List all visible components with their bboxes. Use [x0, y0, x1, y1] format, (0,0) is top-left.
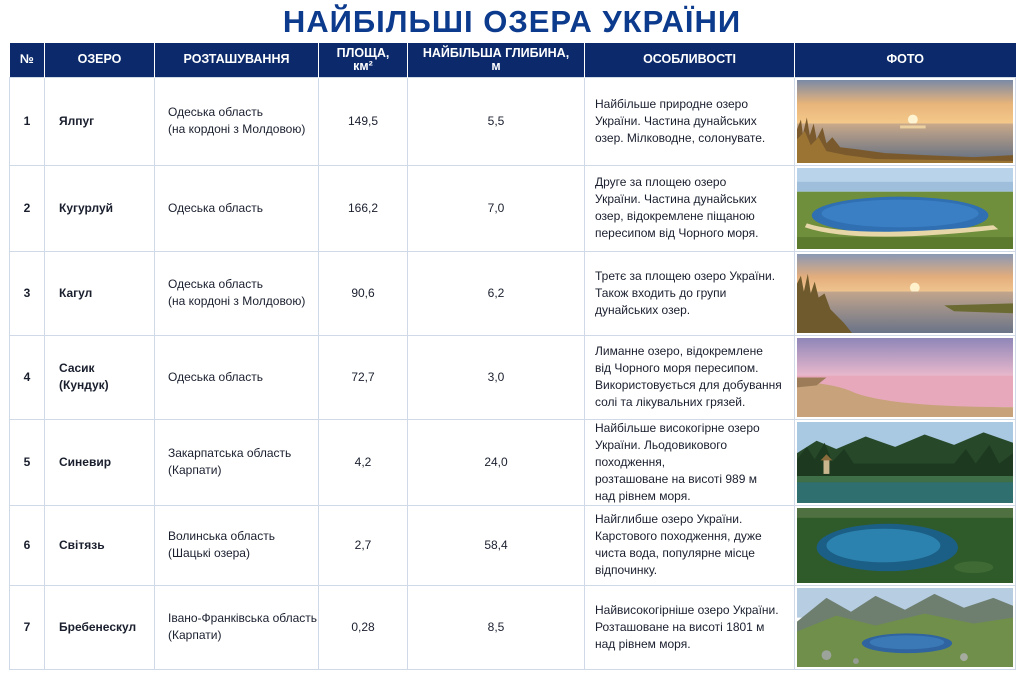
- row-num: 5: [10, 419, 45, 505]
- feature-line: дунайських озер.: [595, 302, 691, 317]
- lake-name-line2: (Кундук): [59, 378, 109, 392]
- forest-lake-photo: [797, 422, 1013, 503]
- lake-location: [155, 77, 319, 165]
- table-row: [10, 419, 1016, 505]
- feature-line: України. Частина дунайських: [595, 192, 757, 206]
- table-row: [10, 585, 1016, 669]
- sunset-reeds-photo: [797, 254, 1013, 333]
- lake-location: [155, 165, 319, 251]
- feature-line: України. Льодовикового походження,: [595, 437, 728, 469]
- lake-depth: 6,2: [408, 251, 585, 335]
- location-line1: Одеська область: [168, 369, 263, 384]
- row-num: 7: [10, 585, 45, 669]
- lake-area: 90,6: [319, 251, 408, 335]
- lake-area: 4,2: [319, 419, 408, 505]
- feature-line: чиста вода, популярне місце: [595, 546, 755, 560]
- feature-line: над рівнем моря.: [595, 488, 691, 503]
- feature-line: від Чорного моря пересипом.: [595, 361, 759, 375]
- header-depth-line2: м: [491, 58, 501, 73]
- feature-line: України. Частина дунайських: [595, 113, 757, 128]
- lake-depth: 24,0: [408, 419, 585, 505]
- row-num: 2: [10, 165, 45, 251]
- lake-photo-cell: [795, 585, 1016, 669]
- location-line2: (Карпати): [168, 628, 222, 642]
- aerial-lagoon-photo: [797, 168, 1013, 249]
- table-row: [10, 505, 1016, 585]
- feature-line: над рівнем моря.: [595, 636, 691, 651]
- lake-features: [585, 335, 795, 419]
- table-row: [10, 165, 1016, 251]
- header-depth-line1: НАЙБІЛЬША ГЛИБИНА,: [422, 45, 570, 60]
- lake-photo-cell: [795, 165, 1016, 251]
- page-title: НАЙБІЛЬШІ ОЗЕРА УКРАЇНИ: [282, 4, 742, 39]
- lake-features: [585, 77, 795, 165]
- lake-photo-cell: [795, 335, 1016, 419]
- feature-line: Лиманне озеро, відокремлене: [595, 344, 763, 358]
- feature-line: Найбільше високогірне озеро: [595, 420, 760, 435]
- feature-line: Розташоване на висоті 1801 м: [595, 619, 765, 634]
- sunset-reeds-photo: [797, 80, 1013, 163]
- header-num: №: [10, 43, 45, 77]
- location-line1: Одеська область: [168, 200, 263, 215]
- feature-line: солі та лікувальних грязей.: [595, 395, 746, 409]
- lake-location: [155, 335, 319, 419]
- lake-location: [155, 585, 319, 669]
- lake-location: [155, 251, 319, 335]
- row-num: 3: [10, 251, 45, 335]
- table-row: [10, 251, 1016, 335]
- feature-line: пересипом від Чорного моря.: [595, 226, 759, 240]
- row-num: 4: [10, 335, 45, 419]
- feature-line: розташоване на висоті 989 м: [595, 471, 757, 486]
- header-features: ОСОБЛИВОСТІ: [585, 43, 795, 77]
- lake-location: [155, 419, 319, 505]
- row-num: 1: [10, 77, 45, 165]
- lakes-table: [9, 43, 1016, 670]
- lake-features: [585, 585, 795, 669]
- lake-name: Бребенескул: [45, 585, 155, 669]
- feature-line: Найбільше природне озеро: [595, 96, 748, 111]
- lake-name: Кагул: [45, 251, 155, 335]
- feature-line: Використовується для добування: [595, 378, 782, 392]
- pink-lake-photo: [797, 338, 1013, 417]
- lake-area: 166,2: [319, 165, 408, 251]
- lake-depth: 7,0: [408, 165, 585, 251]
- location-line1: Одеська область: [168, 105, 263, 119]
- lake-features: [585, 419, 795, 505]
- location-line2: (на кордоні з Молдовою): [168, 294, 306, 308]
- lake-area: 0,28: [319, 585, 408, 669]
- mountain-lake-photo: [797, 588, 1013, 667]
- lake-location: [155, 505, 319, 585]
- lake-depth: 3,0: [408, 335, 585, 419]
- header-lake: ОЗЕРО: [45, 43, 155, 77]
- lake-area: 149,5: [319, 77, 408, 165]
- lake-name: Ялпуг: [45, 77, 155, 165]
- table-row: [10, 77, 1016, 165]
- location-line2: (Карпати): [168, 463, 222, 477]
- feature-line: Найвисокогірніше озеро України.: [595, 602, 779, 617]
- lake-name-line1: Сасик: [59, 361, 95, 375]
- location-line1: Івано-Франківська область: [168, 611, 318, 625]
- header-location: РОЗТАШУВАННЯ: [155, 43, 319, 77]
- table-header-row: [10, 43, 1016, 77]
- lake-name: Синевир: [45, 419, 155, 505]
- header-area-line2: км²: [353, 58, 373, 73]
- table-row: [10, 335, 1016, 419]
- aerial-forest-lake-photo: [797, 508, 1013, 583]
- lake-depth: 5,5: [408, 77, 585, 165]
- lake-name: [45, 335, 155, 419]
- lake-depth: 8,5: [408, 585, 585, 669]
- location-line1: Одеська область: [168, 277, 263, 291]
- lake-area: 2,7: [319, 505, 408, 585]
- location-line1: Закарпатська область: [168, 446, 292, 460]
- lake-photo-cell: [795, 251, 1016, 335]
- feature-line: озер, відокремлене піщаною: [595, 209, 755, 223]
- lake-photo-cell: [795, 77, 1016, 165]
- header-area-line1: ПЛОЩА,: [336, 45, 390, 60]
- lake-features: [585, 505, 795, 585]
- header-photo: ФОТО: [795, 43, 1016, 77]
- lake-depth: 58,4: [408, 505, 585, 585]
- row-num: 6: [10, 505, 45, 585]
- feature-line: Найглибше озеро України.: [595, 512, 743, 526]
- lake-features: [585, 251, 795, 335]
- feature-line: озер. Мілководне, солонувате.: [595, 130, 766, 145]
- lake-features: [585, 165, 795, 251]
- lake-photo-cell: [795, 505, 1016, 585]
- header-area: [319, 43, 408, 77]
- lake-name: Світязь: [45, 505, 155, 585]
- location-line2: (Шацькі озера): [168, 546, 250, 560]
- location-line2: (на кордоні з Молдовою): [168, 122, 306, 136]
- lake-name: Кугурлуй: [45, 165, 155, 251]
- location-line1: Волинська область: [168, 529, 275, 543]
- feature-line: Також входить до групи: [595, 285, 727, 300]
- header-depth: [408, 43, 585, 77]
- feature-line: Друге за площею озеро: [595, 175, 727, 189]
- feature-line: відпочинку.: [595, 563, 658, 577]
- feature-line: Третє за площею озеро України.: [595, 268, 776, 283]
- lake-photo-cell: [795, 419, 1016, 505]
- lake-area: 72,7: [319, 335, 408, 419]
- feature-line: Карстового походження, дуже: [595, 529, 762, 543]
